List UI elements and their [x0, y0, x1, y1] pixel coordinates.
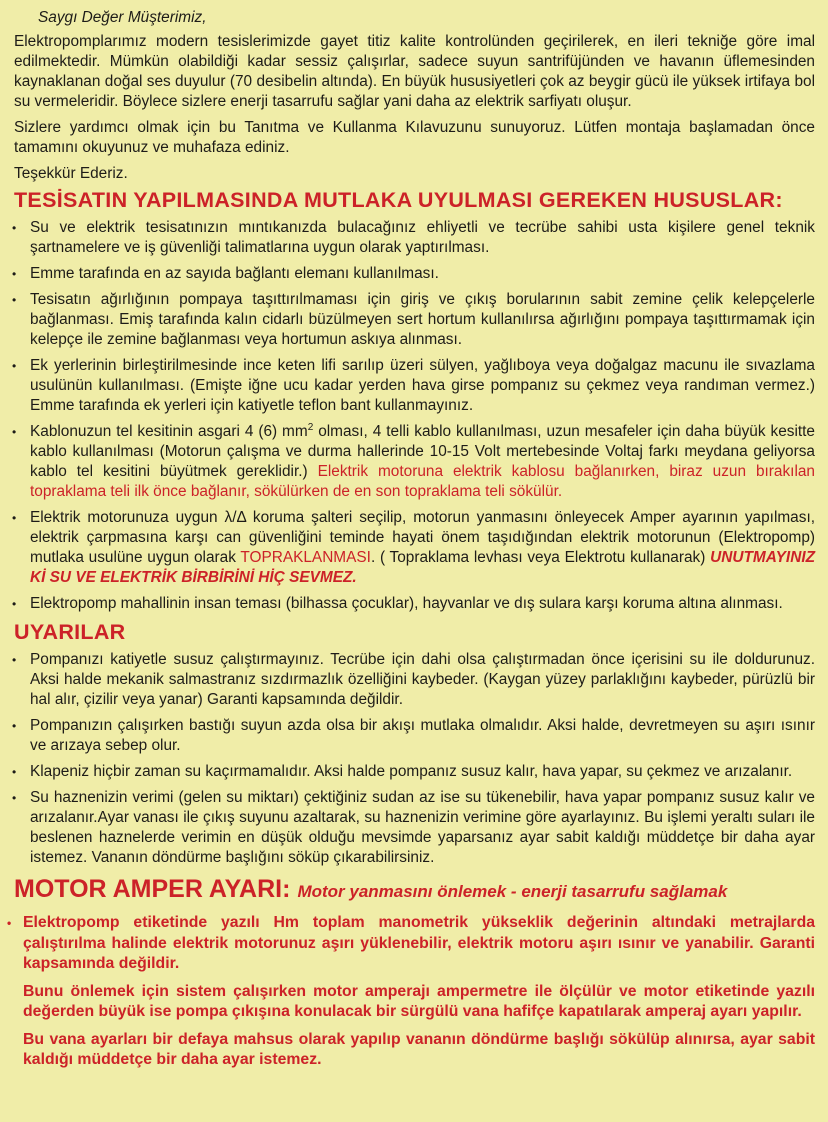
salutation: Saygı Değer Müşterimiz,	[38, 9, 207, 26]
installation-item-suction-fittings	[14, 264, 815, 284]
intro-paragraph-thanks: Teşekkür Ederiz.	[14, 165, 128, 182]
bullet-icon: •	[12, 653, 17, 667]
motor-protection-text: Elektrik motorunuza uygun λ/Δ koruma şalteri seçilip, motorun yanmasını önleyecek Amper ayarının yapılması, elektrik çarpmasına karşı can güvenliğini teminde hayati önem taşıdığından elektrik motorunun (Elektropomp) mutlaka usulüne uygun olarak	[30, 509, 815, 566]
installation-item-text	[30, 423, 815, 500]
bullet-icon: •	[12, 597, 17, 611]
installation-list	[14, 218, 815, 614]
bullet-icon: •	[12, 719, 17, 733]
installation-item-cable-section	[14, 422, 815, 502]
motor-amp-title: MOTOR AMPER AYARI:	[14, 875, 291, 903]
warning-item-text: Klapeniz hiçbir zaman su kaçırmamalıdır. Aksi halde pompanız susuz kalır, hava yapar, su çekmez ve arızalanır.	[30, 763, 793, 780]
installation-item-text: Tesisatın ağırlığının pompaya taşıttırılmaması için giriş ve çıkış borularının sabit zemine çelik kelepçelerle bağlanması. Emiş tarafında kalın cidarlı büzülmeyen sert hortum kullanılırsa ağırlığını pompaya taşıttırmamak için kelepçe ile zemine bağlanması veya hortumun askıya alınması.	[30, 291, 815, 348]
bullet-icon: •	[12, 221, 17, 235]
installation-item-text: Ek yerlerinin birleştirilmesinde ince keten lifi sarılıp üzeri sülyen, yağlıboya veya doğalgaz macunu ile sıvazlama usulünün kullanılması. (Emişte iğne ucu kadar yerden hava girse pompanız su çekmez veya randıman vermez.) Emme tarafında ek yerleri için katiyetle teflon bant kullanmayınız.	[30, 357, 815, 414]
bullet-icon: •	[7, 916, 12, 930]
warning-item-dry-run	[14, 650, 815, 710]
installation-item-protection-area	[14, 594, 815, 614]
installation-item-text	[30, 509, 815, 586]
motor-amp-bullet-hm-limit	[7, 913, 815, 975]
bullet-icon: •	[12, 511, 17, 525]
installation-item-motor-protection	[14, 508, 815, 588]
motor-amp-paragraph-valve-setting: Bu vana ayarları bir defaya mahsus olarak yapılıp vananın döndürme başlığı sökülüp alınırsa, ayar sabit kaldığı müddetçe bir daha ayar istemez.	[23, 1030, 815, 1068]
installation-item-text: Su ve elektrik tesisatınızın mıntıkanızda bulacağınız ehliyetli ve tecrübe sahibi usta kişilere genel teknik şartnamelere ve iş güvenliği talimatlarına uygun olarak yaptırılması.	[30, 219, 815, 256]
cable-spec-text-cont: olması, 4 telli kablo kullanılması, uzun mesafeler için daha büyük kesitte kablo kullanılması (Motorun çalışma ve durma hallerinde 10-15 Volt mertebesinde Voltaj farkı meydana geliyorsa kablo tel kesitini büyütmek gereklidir.)	[30, 423, 815, 480]
cable-spec-text: Kablonuzun tel kesitinin asgari 4 (6) mm	[30, 423, 308, 440]
bullet-icon: •	[12, 765, 17, 779]
warning-item-reservoir-yield	[14, 788, 815, 868]
installation-section-heading: TESİSATIN YAPILMASINDA MUTLAKA UYULMASI GEREKEN HUSUSLAR:	[14, 188, 783, 212]
intro-paragraph-guide: Sizlere yardımcı olmak için bu Tanıtma ve Kullanma Kılavuzunu sunuyoruz. Lütfen montaja başlamadan önce tamamını okuyunuz ve muhafaza ediniz.	[14, 119, 815, 156]
warnings-list	[14, 650, 815, 868]
superscript-two: 2	[307, 421, 314, 433]
warnings-section-heading: UYARILAR	[14, 620, 126, 644]
warning-item-text: Pompanızı katiyetle susuz çalıştırmayınız. Tecrübe için dahi olsa çalıştırmadan önce içerisini su ile doldurunuz. Aksi halde mekanik salmastranız sızdırmazlık özelliğini kaybeder. (Kaygan yüzey parlaklığını kaybeder, pürüzlü bir hal alır, çizilir veya yanar) Garanti kapsamında değildir.	[30, 651, 815, 708]
grounding-wire-note: Elektrik motoruna elektrik kablosu bağlanırken, biraz uzun bırakılan topraklama teli ilk önce bağlanır, sökülürken de en son topraklama teli sökülür.	[30, 463, 815, 500]
installation-item-pipe-clamps	[14, 290, 815, 350]
bullet-icon: •	[12, 293, 17, 307]
bullet-icon: •	[12, 359, 17, 373]
installation-item-electrician	[14, 218, 815, 258]
installation-item-joint-sealing	[14, 356, 815, 416]
warning-item-text: Pompanızın çalışırken bastığı suyun azda olsa bir akışı mutlaka olmalıdır. Aksi halde, devretmeyen su aşırı ısınır ve arızaya sebep olur.	[30, 717, 815, 754]
intro-paragraph-quality: Elektropomplarımız modern tesislerimizde gayet titiz kalite kontrolünden geçirilerek, en ileri tekniğe göre imal edilmektedir. Mümkün olabildiği kadar sessiz çalışırlar, sadece suyun santrifüjünden ve havanın üflemesinden kaynaklanan doğal ses duyulur (70 desibelin altında). En büyük hususiyetleri çok az beygir gücü ile yüksek irtifaya bol su vermeleridir. Böylece sizlere enerji tasarrufu sağlar yani daha az elektrik sarfiyatı oluşur.	[14, 33, 815, 110]
warning-item-text: Su haznenizin verimi (gelen su miktarı) çektiğiniz sudan az ise su tükenebilir, hava yapar pompanız susuz kalır ve arızalanır.Ayar vanası ile çıkış suyunu azaltarak, su haznenizin verimine göre ayarlayınız. Bu işlemi yeraltı suları ile beslenen haznelerde verimin en düşük olduğu mevsimde yaparsanız ayar sabit kaldığı müddetçe bir daha ayar istemez. Vananın döndürme başlığını söküp çıkarabilirsiniz.	[30, 789, 815, 866]
grounding-keyword: TOPRAKLANMASI	[240, 549, 371, 566]
motor-amp-subtitle: Motor yanmasını önlemek - enerji tasarrufu sağlamak	[297, 882, 728, 901]
motor-amp-paragraph-ammeter: Bunu önlemek için sistem çalışırken motor amperajı ampermetre ile ölçülür ve motor etiketinde yazılı değerden büyük ise pompa çıkışına konulacak bir sürgülü vana hafifçe kapatılarak amperaj ayarı yapılır.	[23, 982, 815, 1020]
warning-item-check-valve	[14, 762, 815, 782]
motor-protection-text-cont: . ( Topraklama levhası veya Elektrotu kullanarak)	[370, 549, 711, 566]
bullet-icon: •	[12, 791, 17, 805]
installation-item-text: Elektropomp mahallinin insan teması (bilhassa çocuklar), hayvanlar ve dış sulara karşı koruma altına alınması.	[30, 595, 783, 612]
bullet-icon: •	[12, 267, 17, 281]
motor-amp-heading	[14, 874, 815, 907]
water-electricity-warning: UNUTMAYINIZ Kİ SU VE ELEKTRİK BİRBİRİNİ HİÇ SEVMEZ.	[30, 549, 815, 586]
bullet-icon: •	[12, 425, 17, 439]
motor-amp-bullet-text: Elektropomp etiketinde yazılı Hm toplam manometrik yükseklik değerinin altındaki metrajlarda çalıştırılma halinde elektrik motorunuz aşırı yüklenebilir, elektrik motoru aşırı ısınır ve yanabilir. Garanti kapsamında değildir.	[23, 914, 815, 972]
warning-item-water-flow	[14, 716, 815, 756]
installation-item-text: Emme tarafında en az sayıda bağlantı elemanı kullanılması.	[30, 265, 439, 282]
